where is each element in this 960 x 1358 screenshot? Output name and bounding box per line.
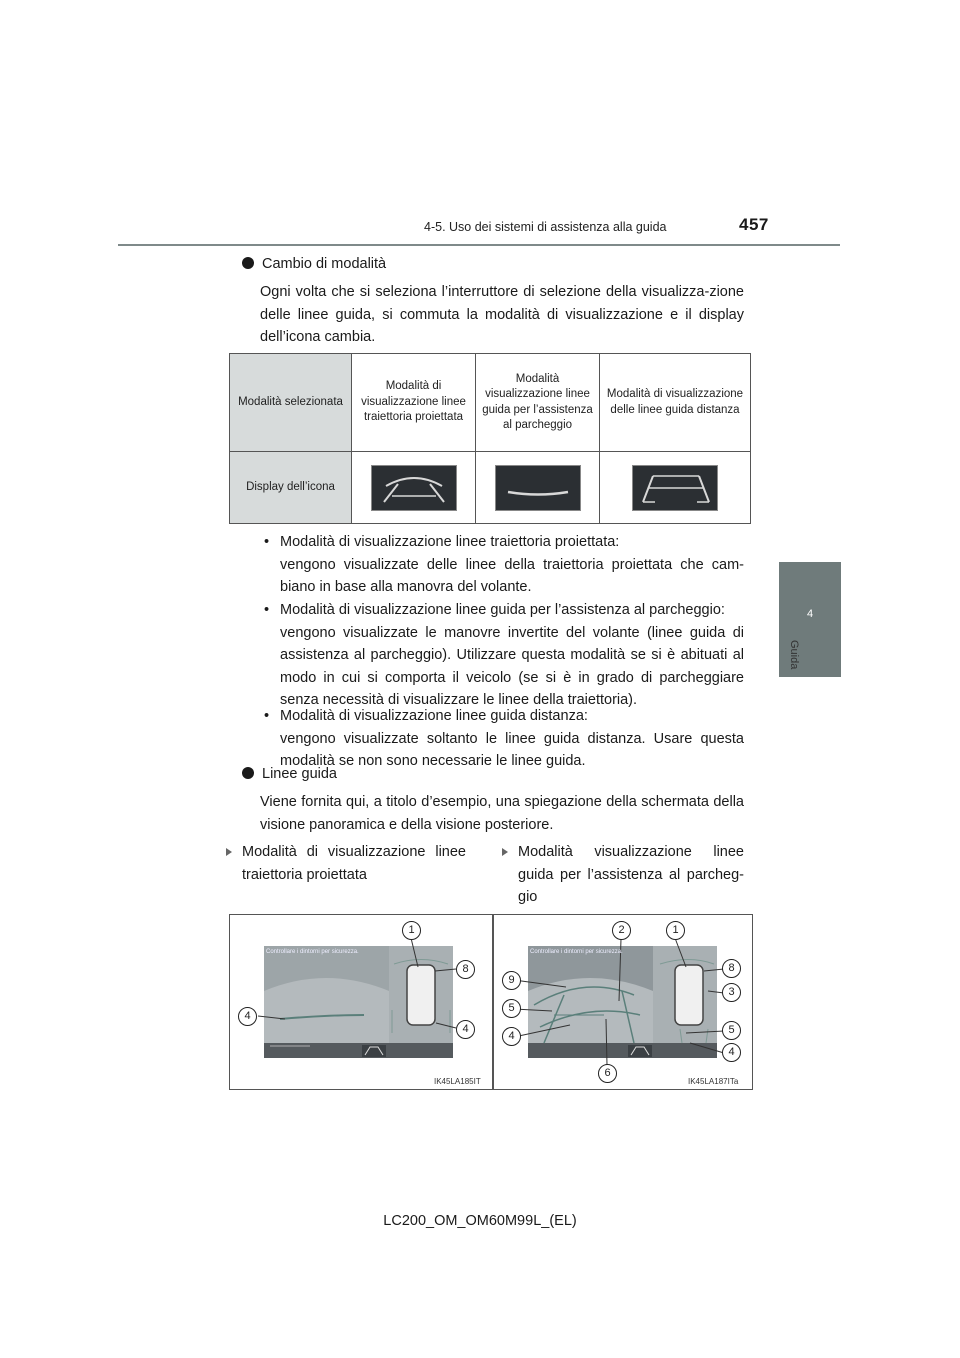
footer-document-code: LC200_OM_OM60M99L_(EL): [383, 1213, 577, 1229]
callout-1: 1: [666, 921, 685, 940]
callout-5: 5: [722, 1021, 741, 1040]
section-paragraph: Ogni volta che si seleziona l’interruttore di selezione della visualizza-zione delle linee guida, si commuta la modalità di visualizzazione e il display dell’icona cambia.: [260, 284, 744, 345]
distance-guide-lines-icon: [632, 465, 718, 511]
header-divider: [118, 244, 840, 246]
table-row-header: Modalità selezionata: [230, 354, 352, 452]
figure-code: IK45LA187ITa: [688, 1077, 739, 1086]
callout-4: 4: [502, 1027, 521, 1046]
table-cell: [600, 452, 751, 524]
projected-trajectory-lines-icon: [371, 465, 457, 511]
list-item: • Modalità di visualizzazione linee guida per l’assistenza al parcheggio: vengono visualizzate le manovre invertite del volante (linee guida di assistenza al parcheggio). Utilizzare questa modalità se si è abituati al modo in cui si comporta il veicolo (se si è in grado di parcheggiare senza necessità di visualizzare le linee della traiettoria).: [264, 602, 744, 708]
bullet-icon: [242, 767, 254, 779]
screen-message: Controllare i dintorni per sicurezza.: [266, 949, 359, 955]
page-number: 457: [739, 215, 769, 234]
callout-8: 8: [722, 959, 741, 978]
table-cell: Modalità visualizzazione linee guida per l’assistenza al parcheggio: [476, 354, 600, 452]
callout-3: 3: [722, 983, 741, 1002]
parking-assist-guide-line-icon: [495, 465, 581, 511]
table-row-header: Display dell’icona: [230, 452, 352, 524]
callout-2: 2: [612, 921, 631, 940]
list-item: • Modalità di visualizzazione linee guida distanza: vengono visualizzate soltanto le linee guida distanza. Usare questa modalità se non sono necessarie le linee guida.: [264, 708, 744, 769]
chapter-number: 4: [806, 608, 814, 620]
header-section-title: 4-5. Uso dei sistemi di assistenza alla guida: [424, 220, 667, 234]
table-cell: [352, 452, 476, 524]
chapter-label: Guida: [788, 640, 800, 670]
figure-code: IK45LA185IT: [434, 1077, 481, 1086]
section-heading-mode-change: Cambio di modalità: [242, 256, 386, 272]
callout-1: 1: [402, 921, 421, 940]
callout-5: 5: [502, 999, 521, 1018]
mode-table: [229, 353, 751, 524]
callout-6: 6: [598, 1064, 617, 1083]
table-cell: Modalità di visualizzazione delle linee guida distanza: [600, 354, 751, 452]
figure-caption-left: Modalità di visualizzazione linee traiettoria proiettata: [226, 841, 466, 886]
table-cell: [476, 452, 600, 524]
triangle-bullet-icon: [226, 848, 232, 856]
list-item: • Modalità di visualizzazione linee traiettoria proiettata: vengono visualizzate delle linee della traiettoria proiettata che cam-biano in base alla manovra del volante.: [264, 534, 744, 595]
section-heading-guide-lines: Linee guida: [242, 766, 337, 782]
figure-caption-right: Modalità visualizzazione linee guida per l’assistenza al parcheg-gio: [502, 841, 744, 909]
callout-4: 4: [722, 1043, 741, 1062]
callout-8: 8: [456, 960, 475, 979]
screen-message: Controllare i dintorni per sicurezza.: [530, 949, 623, 955]
bullet-icon: [242, 257, 254, 269]
callout-9: 9: [502, 971, 521, 990]
section-paragraph: Viene fornita qui, a titolo d’esempio, una spiegazione della schermata della visione panoramica e della visione posteriore.: [260, 794, 744, 833]
triangle-bullet-icon: [502, 848, 508, 856]
figure-parking-assist: [493, 914, 753, 1090]
callout-4: 4: [238, 1007, 257, 1026]
callout-4: 4: [456, 1020, 475, 1039]
table-cell: Modalità di visualizzazione linee traiettoria proiettata: [352, 354, 476, 452]
figure-projected-trajectory: [229, 914, 493, 1090]
